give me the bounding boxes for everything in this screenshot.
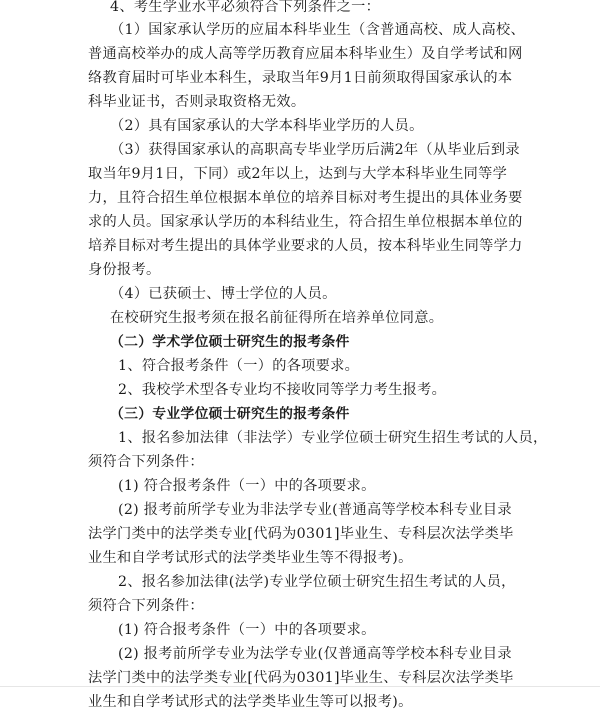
condition-4-line: （4）已获硕士、博士学位的人员。 — [110, 286, 337, 302]
condition-1-line: （1）国家承认学历的应届本科毕业生（含普通高校、成人高校、 — [110, 22, 525, 38]
law-law-condition-1: (1) 符合报考条件（一）中的各项要求。 — [118, 622, 376, 638]
condition-1-line: 络教育届时可毕业本科生，录取当年9月1日前须取得国家承认的本 — [88, 70, 513, 86]
condition-3-line: 培养目标对考生提出的具体学业要求的人员，按本科毕业生同等学力 — [88, 238, 523, 254]
condition-3-line: 求的人员。国家承认学历的本科结业生，符合招生单位根据本单位的 — [88, 214, 523, 230]
condition-1-line: 科毕业证书，否则录取资格无效。 — [88, 94, 306, 110]
page-bottom-rule — [0, 686, 600, 687]
law-nonlaw-condition-2: (2) 报考前所学专业为非法学专业(普通高等学校本科专业目录 — [118, 502, 512, 518]
law-nonlaw-intro: 1、报名参加法律（非法学）专业学位硕士研究生招生考试的人员， — [118, 430, 548, 446]
law-nonlaw-intro: 须符合下列条件： — [88, 454, 204, 470]
law-law-condition-2: 业生和自学考试形式的法学类毕业生等可以报考)。 — [88, 694, 413, 710]
academic-rule-2: 2、我校学术型各专业均不接收同等学力考生报考。 — [118, 382, 447, 398]
condition-3-line: （3）获得国家承认的高职高专毕业学历后满2年（从毕业后到录 — [110, 142, 520, 158]
law-nonlaw-condition-2: 业生和自学考试形式的法学类毕业生等不得报考)。 — [88, 550, 413, 566]
academic-rule-1: 1、符合报考条件（一）的各项要求。 — [118, 358, 360, 374]
law-law-condition-2: (2) 报考前所学专业为法学专业(仅普通高等学校本科专业目录 — [118, 646, 512, 662]
law-law-condition-2: 法学门类中的法学类专业[代码为0301]毕业生、专科层次法学类毕 — [88, 670, 514, 686]
condition-3-line: 力，且符合招生单位根据本单位的培养目标对考生提出的具体业务要 — [88, 190, 523, 206]
law-nonlaw-condition-1: (1) 符合报考条件（一）中的各项要求。 — [118, 478, 376, 494]
condition-1-line: 普通高校举办的成人高等学历教育应届本科毕业生）及自学考试和网 — [88, 46, 523, 62]
enrolled-student-note: 在校研究生报考须在报名前征得所在培养单位同意。 — [110, 310, 444, 326]
section-heading-academic: （二）学术学位硕士研究生的报考条件 — [110, 334, 350, 350]
condition-3-line: 取当年9月1日，下同）或2年以上，达到与大学本科毕业生同等学 — [88, 166, 508, 182]
condition-3-line: 身份报考。 — [88, 262, 161, 278]
law-law-intro: 须符合下列条件： — [88, 598, 204, 614]
section-heading-professional: （三）专业学位硕士研究生的报考条件 — [110, 406, 350, 422]
section-4-intro: 4、考生学业水平必须符合下列条件之一： — [110, 0, 381, 15]
law-law-intro: 2、报名参加法律(法学)专业学位硕士研究生招生考试的人员， — [118, 574, 516, 590]
condition-2-line: （2）具有国家承认的大学本科毕业学历的人员。 — [110, 118, 424, 134]
law-nonlaw-condition-2: 法学门类中的法学类专业[代码为0301]毕业生、专科层次法学类毕 — [88, 526, 514, 542]
